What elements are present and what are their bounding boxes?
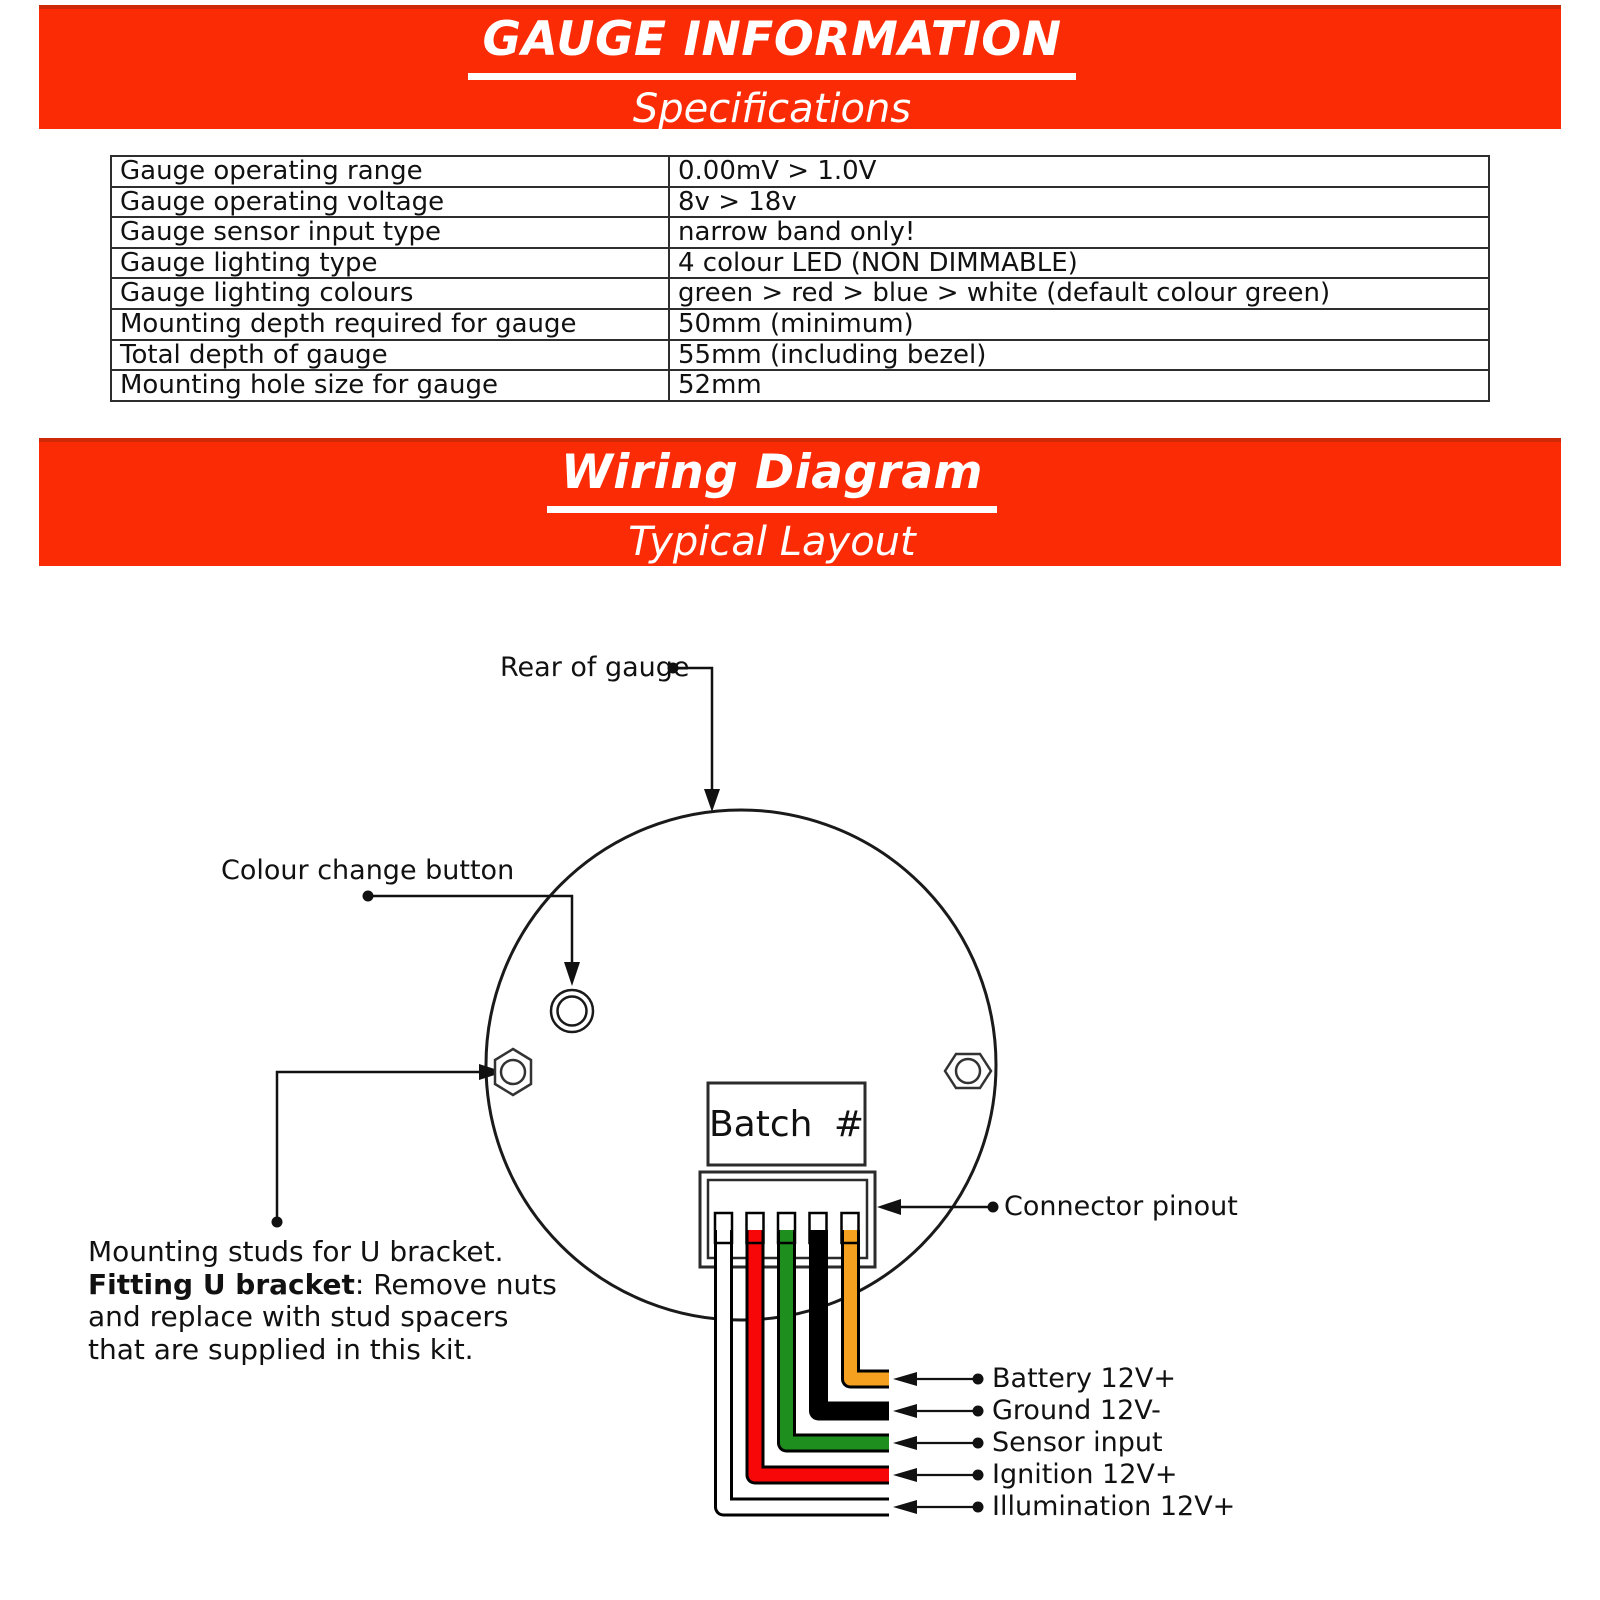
spec-label: Gauge lighting colours: [111, 278, 669, 309]
mounting-stud-left: [495, 1049, 531, 1095]
mounting-note-line1: Mounting studs for U bracket.: [88, 1235, 504, 1268]
mounting-note-line4: that are supplied in this kit.: [88, 1332, 474, 1366]
spec-value: narrow band only!: [669, 217, 1489, 248]
batch-number-label: Batch #: [708, 1103, 865, 1145]
spec-label: Mounting hole size for gauge: [111, 370, 669, 401]
spec-value: 4 colour LED (NON DIMMABLE): [669, 248, 1489, 279]
colour-change-button-label: Colour change button: [221, 855, 515, 886]
mounting-stud-right: [945, 1054, 991, 1088]
spec-value: 52mm: [669, 370, 1489, 401]
wire-label-ground: Ground 12V-: [992, 1395, 1161, 1426]
wiring-diagram-title: Wiring Diagram: [547, 442, 997, 513]
spec-value: 0.00mV > 1.0V: [669, 156, 1489, 187]
typical-layout-subtitle: Typical Layout: [628, 519, 916, 566]
spec-label: Mounting depth required for gauge: [111, 309, 669, 340]
spec-value: 8v > 18v: [669, 187, 1489, 218]
spec-label: Gauge lighting type: [111, 248, 669, 279]
mounting-stud-leader: [272, 1064, 505, 1228]
rear-of-gauge-label: Rear of gauge: [500, 652, 690, 683]
spec-label: Total depth of gauge: [111, 340, 669, 371]
wire-label-ignition: Ignition 12V+: [992, 1459, 1178, 1490]
wire-label-sensor: Sensor input: [992, 1427, 1163, 1458]
spec-label: Gauge operating range: [111, 156, 669, 187]
page-title: GAUGE INFORMATION: [468, 9, 1075, 80]
spec-label: Gauge operating voltage: [111, 187, 669, 218]
spec-value: 50mm (minimum): [669, 309, 1489, 340]
wire-label-battery: Battery 12V+: [992, 1363, 1176, 1394]
mounting-note: [88, 1236, 557, 1366]
mounting-note-line3: and replace with stud spacers: [88, 1300, 509, 1333]
connector-pinout-label: Connector pinout: [1004, 1191, 1238, 1222]
spec-label: Gauge sensor input type: [111, 217, 669, 248]
leader-dot: [988, 1202, 999, 1213]
wire-label-leaders: [893, 1372, 984, 1514]
mounting-note-line2: Fitting U bracket: Remove nuts: [88, 1267, 557, 1301]
colour-change-button: [551, 990, 593, 1032]
spec-value: green > red > blue > white (default colour green): [669, 278, 1489, 309]
specifications-subtitle: Specifications: [632, 86, 912, 133]
spec-value: 55mm (including bezel): [669, 340, 1489, 371]
arrow-down-icon: [704, 789, 720, 812]
wire-label-illumination: Illumination 12V+: [992, 1491, 1236, 1522]
